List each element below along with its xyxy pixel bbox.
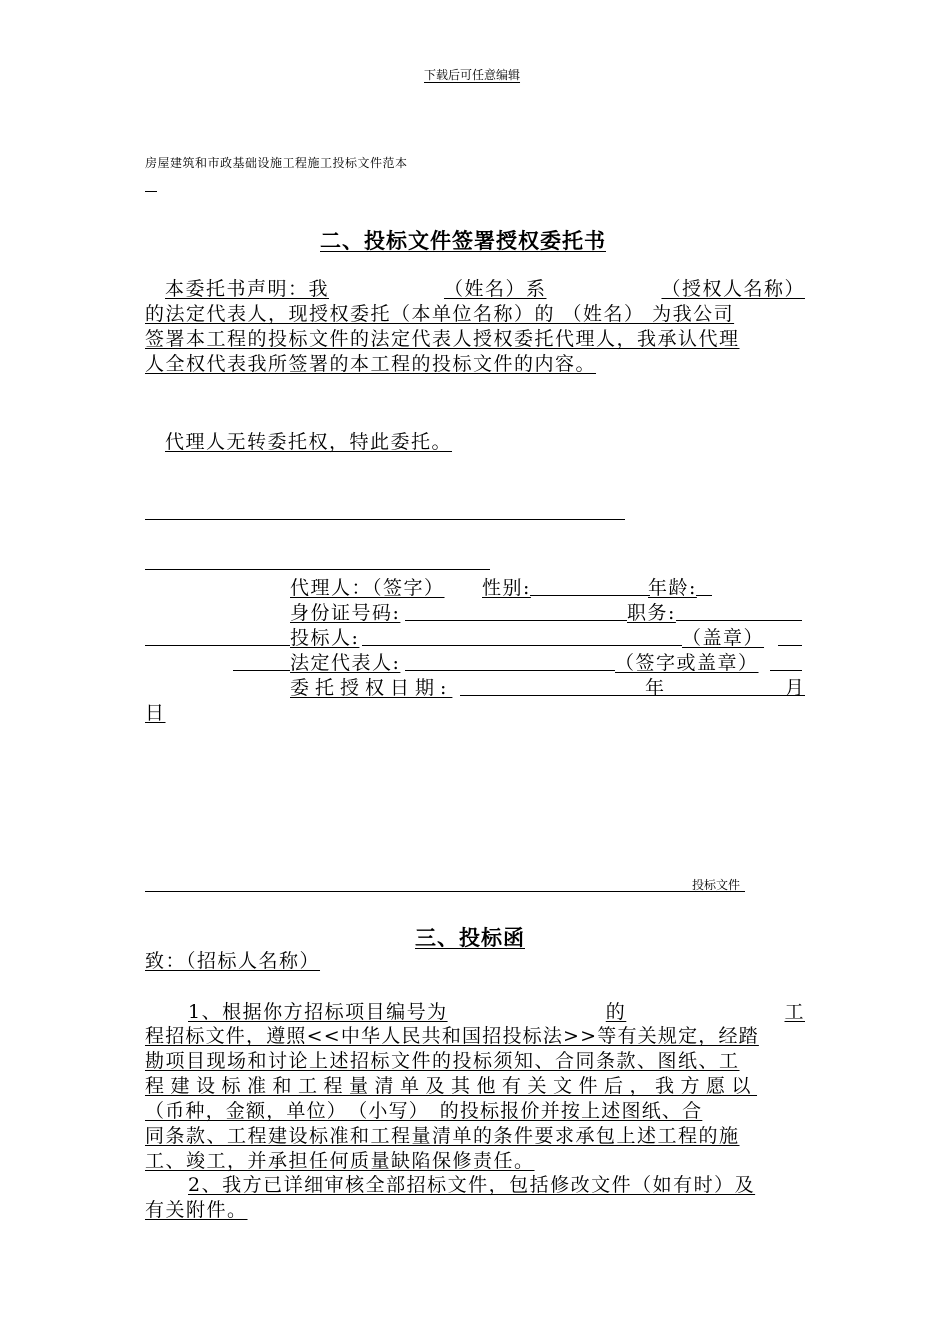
- authorization-paragraph-line-4: [145, 349, 805, 376]
- legal-rep-line-left: [233, 670, 290, 671]
- seal-label: （盖章）: [682, 627, 765, 649]
- sign-line-tail: [770, 670, 802, 671]
- text-fragment: 程招标文件，遵照<<中华人民共和国招投标法>>等有关规定，经踏: [145, 1025, 759, 1047]
- age-blank: [696, 595, 712, 596]
- text-fragment: 签署本工程的投标文件的法定代表人授权委托代理人，我承认代理: [145, 328, 740, 350]
- month-label: 月: [785, 677, 806, 699]
- footer-rule: [145, 891, 745, 892]
- blank-line: [145, 569, 490, 570]
- short-divider: [145, 191, 157, 192]
- text-fragment: 2、我方已详细审核全部招标文件，包括修改文件（如有时）及: [188, 1174, 756, 1196]
- position-blank: [676, 620, 802, 621]
- text-fragment: 同条款、工程建设标准和工程量清单的条件要求承包上述工程的施: [145, 1125, 740, 1147]
- document-title: 房屋建筑和市政基础设施工程施工投标文件范本: [145, 156, 408, 170]
- bidder-line-left: [145, 645, 290, 646]
- seal-line-tail: [778, 645, 802, 646]
- legal-representative-label: 法定代表人:: [290, 652, 401, 674]
- authorization-date-label: 委托授权日期:: [290, 677, 453, 699]
- bidder-blank: [362, 645, 682, 646]
- id-number-label: 身份证号码:: [290, 602, 401, 624]
- authorization-date-blank: [460, 695, 805, 696]
- text-fragment: 工、竣工，并承担任何质量缺陷保修责任。: [145, 1150, 535, 1172]
- text-fragment: 人全权代表我所签署的本工程的投标文件的内容。: [145, 353, 597, 375]
- text-fragment: 程建设标准和工程量清单及其他有关文件后，我方愿以: [145, 1075, 758, 1097]
- bid-letter-line-8: [145, 1170, 805, 1197]
- text-fragment: 工: [784, 1001, 805, 1023]
- blank-line: [145, 519, 625, 520]
- addressee-line: 致：（招标人名称）: [145, 950, 321, 972]
- bid-letter-line-7: [145, 1146, 805, 1173]
- text-fragment: 勘项目现场和讨论上述招标文件的投标须知、合同条款、图纸、工: [145, 1050, 740, 1072]
- bid-letter-line-3: [145, 1046, 805, 1073]
- top-note: 下载后可任意编辑: [424, 68, 521, 82]
- text-fragment: 的法定代表人，现授权委托（本单位名称）的 （姓名） 为我公司: [145, 303, 735, 325]
- text-fragment: 本委托书声明：我: [165, 278, 330, 300]
- authorization-paragraph-line-3: [145, 324, 805, 351]
- text-fragment: （姓名）系: [443, 278, 547, 300]
- bid-letter-line-4: [145, 1071, 805, 1098]
- bid-letter-line-9: [145, 1195, 805, 1222]
- authorization-paragraph-line-2: [145, 299, 805, 326]
- bid-letter-line-5: [145, 1096, 805, 1123]
- text-fragment: 有关附件。: [145, 1199, 248, 1221]
- footer-label: 投标文件: [692, 878, 741, 892]
- age-label: 年龄:: [648, 577, 697, 599]
- day-label: 日: [145, 702, 166, 724]
- text-fragment: 1、根据你方招标项目编号为: [188, 1001, 448, 1023]
- bid-letter-line-6: [145, 1121, 805, 1148]
- authorization-paragraph-line-1: [145, 274, 805, 301]
- agent-signature-label: 代理人：（签字）: [290, 577, 445, 599]
- bid-letter-line-1: [145, 997, 805, 1024]
- position-label: 职务:: [627, 602, 676, 624]
- legal-representative-blank: [405, 670, 615, 671]
- bid-letter-line-2: [145, 1021, 805, 1048]
- text-fragment: （授权人名称）: [661, 278, 805, 300]
- section-title-bid-letter: 三、投标函: [415, 925, 525, 950]
- gender-label: 性别:: [482, 577, 531, 599]
- section-title-authorization: 二、投标文件签署授权委托书: [320, 228, 606, 253]
- id-number-blank: [405, 620, 627, 621]
- no-sub-delegation-statement: 代理人无转委托权，特此委托。: [165, 431, 453, 453]
- text-fragment: （币种，金额，单位） （小写） 的投标报价并按上述图纸、合: [145, 1100, 703, 1122]
- year-label: 年: [645, 677, 666, 699]
- gender-blank: [530, 595, 650, 596]
- bidder-label: 投标人:: [290, 627, 360, 649]
- text-fragment: 的: [605, 1001, 627, 1023]
- sign-or-seal-label: （签字或盖章）: [615, 652, 759, 674]
